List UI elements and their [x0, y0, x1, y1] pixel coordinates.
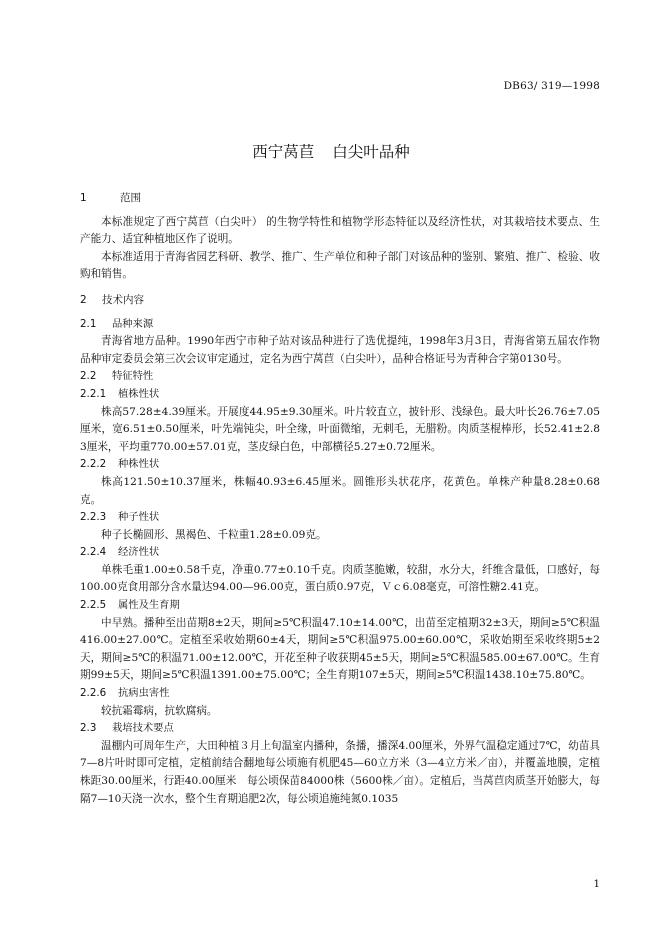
section-2-2-4-heading — [80, 544, 600, 562]
seed-plant-traits-paragraph: 株高121.50±10.37厘米，株幅40.93±6.45厘米。圆锥形头状花序，花黄色。单株产种量8.28±0.68克。 — [80, 475, 600, 506]
section-title: 属性及生育期 — [118, 599, 180, 612]
section-number: 2.2.3 — [80, 511, 107, 524]
disease-resistance-paragraph: 较抗霜霉病，抗软腐病。 — [101, 704, 218, 717]
page-title — [0, 140, 662, 162]
title-part-2: 白尖叶品种 — [332, 143, 410, 161]
section-2-2-6-heading — [80, 685, 600, 703]
section-number: 2.2.4 — [80, 546, 107, 559]
section-title: 种株性状 — [118, 458, 160, 471]
section-2-heading — [80, 292, 600, 310]
section-number: 2.2.1 — [80, 387, 107, 400]
section-number: 2.2 — [80, 370, 97, 383]
section-1-heading — [80, 190, 600, 208]
section-number: 2 — [80, 293, 87, 306]
scope-paragraph-1: 本标准规定了西宁莴苣（白尖叶） 的生物学特性和植物学形态特征以及经济性状，对其栽培技术要点、生产能力、适宜种植地区作了说明。 — [80, 215, 600, 246]
scope-paragraph-2: 本标准适用于青海省园艺科研、教学、推广、生产单位和种子部门对该品种的鉴别、繁殖、推广、检验、收购和销售。 — [80, 250, 600, 281]
section-number: 1 — [80, 192, 87, 204]
variety-origin-paragraph: 青海省地方品种。1990年西宁市种子站对该品种进行了选优提纯，1998年3月3日，青海省第五届农作物品种审定委员会第三次会议审定通过，定名为西宁莴苣（白尖叶），品种合格证号为青种合字第0130号。 — [80, 335, 600, 365]
growth-period-paragraph: 中早熟。播种至出苗期8±2天，期间≥5℃积温47.10±14.00℃，出苗至定植期32±3天，期间≥5℃积温416.00±27.00℃。定植至采收始期60±4天，期间≥5℃积温975.00±60.00℃，采收始期至采收终期5±2天，期间≥5℃的积温71.00±12.00℃，开花至种子收获期45±5天，期间≥5℃积温585.00±67.00℃。生育期99±5天，期间≥5℃积温1391.00±75.00℃；全生育期107±5天，期间≥5℃积温1438.10±75.80℃。 — [80, 616, 600, 682]
page-number: 1 — [593, 878, 600, 890]
section-title: 范围 — [120, 192, 141, 204]
section-number: 2.2.2 — [80, 458, 107, 471]
section-2-3-heading — [80, 720, 600, 738]
section-title: 经济性状 — [118, 546, 160, 559]
section-title: 栽培技术要点 — [112, 722, 174, 735]
section-title: 品种来源 — [112, 317, 154, 330]
section-title: 特征特性 — [112, 370, 154, 383]
cultivation-paragraph: 温棚内可周年生产，大田种植３月上旬温室内播种，条播，播深4.00厘米，外界气温稳定通过7℃，幼苗具7—8片叶时即可定植，定植前结合翻地每公顷施有机肥45—60立方米（3—4立方米／亩），并覆盖地膜，定植株距30.00厘米，行距40.00厘米 每公顷保苗84000株（5600株／亩）。定植后，当莴苣肉质茎开始膨大，每隔7—10天浇一次水，整个生育期追肥2次，每公顷追施纯氮0.1035 — [80, 739, 600, 805]
section-2-2-heading — [80, 368, 600, 386]
document-body — [80, 190, 600, 808]
section-title: 技术内容 — [102, 293, 144, 306]
section-number: 2.3 — [80, 722, 97, 735]
title-part-1: 西宁莴苣 — [252, 143, 315, 161]
seed-traits-paragraph: 种子长椭圆形、黑褐色、千粒重1.28±0.09克。 — [101, 528, 327, 541]
section-number: 2.2.6 — [80, 687, 107, 700]
section-title: 种子性状 — [118, 511, 160, 524]
standard-code: DB63/ 319—1998 — [503, 80, 600, 92]
section-2-2-1-heading — [80, 386, 600, 404]
section-title: 抗病虫害性 — [118, 687, 170, 700]
section-2-2-5-heading — [80, 597, 600, 615]
section-number: 2.1 — [80, 317, 97, 330]
economic-traits-paragraph: 单株毛重1.00±0.58千克，净重0.77±0.10千克。肉质茎脆嫩，较甜，水分大，纤维含量低，口感好，每100.00克食用部分含水量达94.00—96.00克，蛋白质0.97克，Ｖｃ6.08毫克，可溶性糖2.41克。 — [80, 563, 600, 594]
section-2-2-3-heading — [80, 509, 600, 527]
section-title: 植株性状 — [118, 387, 160, 400]
section-2-2-2-heading — [80, 456, 600, 474]
section-number: 2.2.5 — [80, 599, 107, 612]
plant-traits-paragraph: 株高57.28±4.39厘米。开展度44.95±9.30厘米。叶片较直立，披针形、浅绿色。最大叶长26.76±7.05厘米，宽6.51±0.50厘米，叶先端钝尖，叶全缘，叶面微缩，无刺毛，无腊粉。肉质茎棍棒形，长52.41±2.83厘米，平均重770.00±57.01克，茎皮绿白色，中部横径5.27±0.72厘米。 — [80, 405, 600, 453]
section-2-1-heading — [80, 316, 600, 334]
